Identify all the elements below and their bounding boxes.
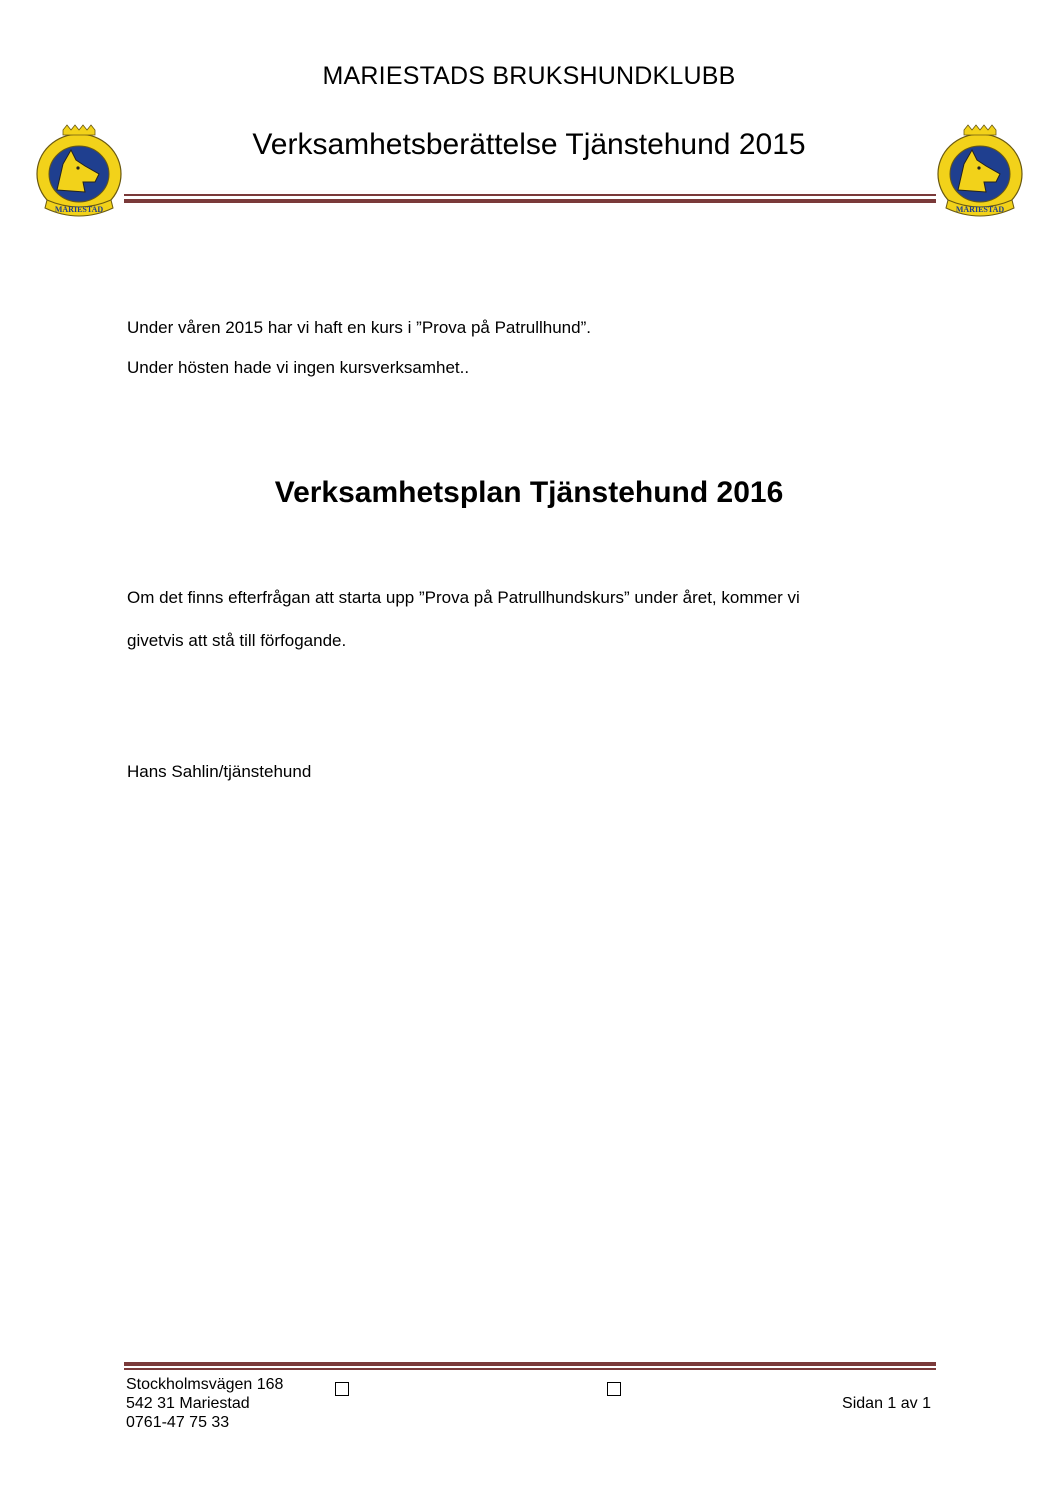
footer-checkbox — [335, 1382, 349, 1396]
footer-rule-thick — [124, 1362, 936, 1366]
plan-paragraph: Om det finns efterfrågan att starta upp ”Prova på Patrullhundskurs” under året, kommer vi — [127, 588, 800, 607]
footer-city: 542 31 Mariestad — [126, 1395, 250, 1412]
logo-ribbon-text: MARIESTAD — [955, 205, 1005, 214]
footer-checkbox — [607, 1382, 621, 1396]
club-name: MARIESTADS BRUKSHUNDKLUBB — [322, 62, 736, 90]
club-emblem-icon — [934, 124, 1026, 222]
logo-ribbon-text: MARIESTAD — [54, 205, 104, 214]
page-number: Sidan 1 av 1 — [842, 1395, 931, 1412]
footer-rule-thin — [124, 1368, 936, 1370]
footer-street: Stockholmsvägen 168 — [126, 1376, 284, 1393]
header-rule-thick — [124, 199, 936, 203]
header-rule-thin — [124, 194, 936, 196]
report-paragraph: Under hösten hade vi ingen kursverksamhet.. — [127, 358, 470, 377]
signature: Hans Sahlin/tjänstehund — [127, 762, 312, 781]
footer-address — [126, 1375, 283, 1432]
plan-title: Verksamhetsplan Tjänstehund 2016 — [274, 476, 784, 509]
club-emblem-icon — [33, 124, 125, 222]
footer-phone: 0761-47 75 33 — [126, 1414, 230, 1431]
plan-paragraph: givetvis att stå till förfogande. — [127, 631, 347, 650]
report-paragraph: Under våren 2015 har vi haft en kurs i ”Prova på Patrullhund”. — [127, 318, 591, 337]
report-title: Verksamhetsberättelse Tjänstehund 2015 — [252, 128, 806, 161]
